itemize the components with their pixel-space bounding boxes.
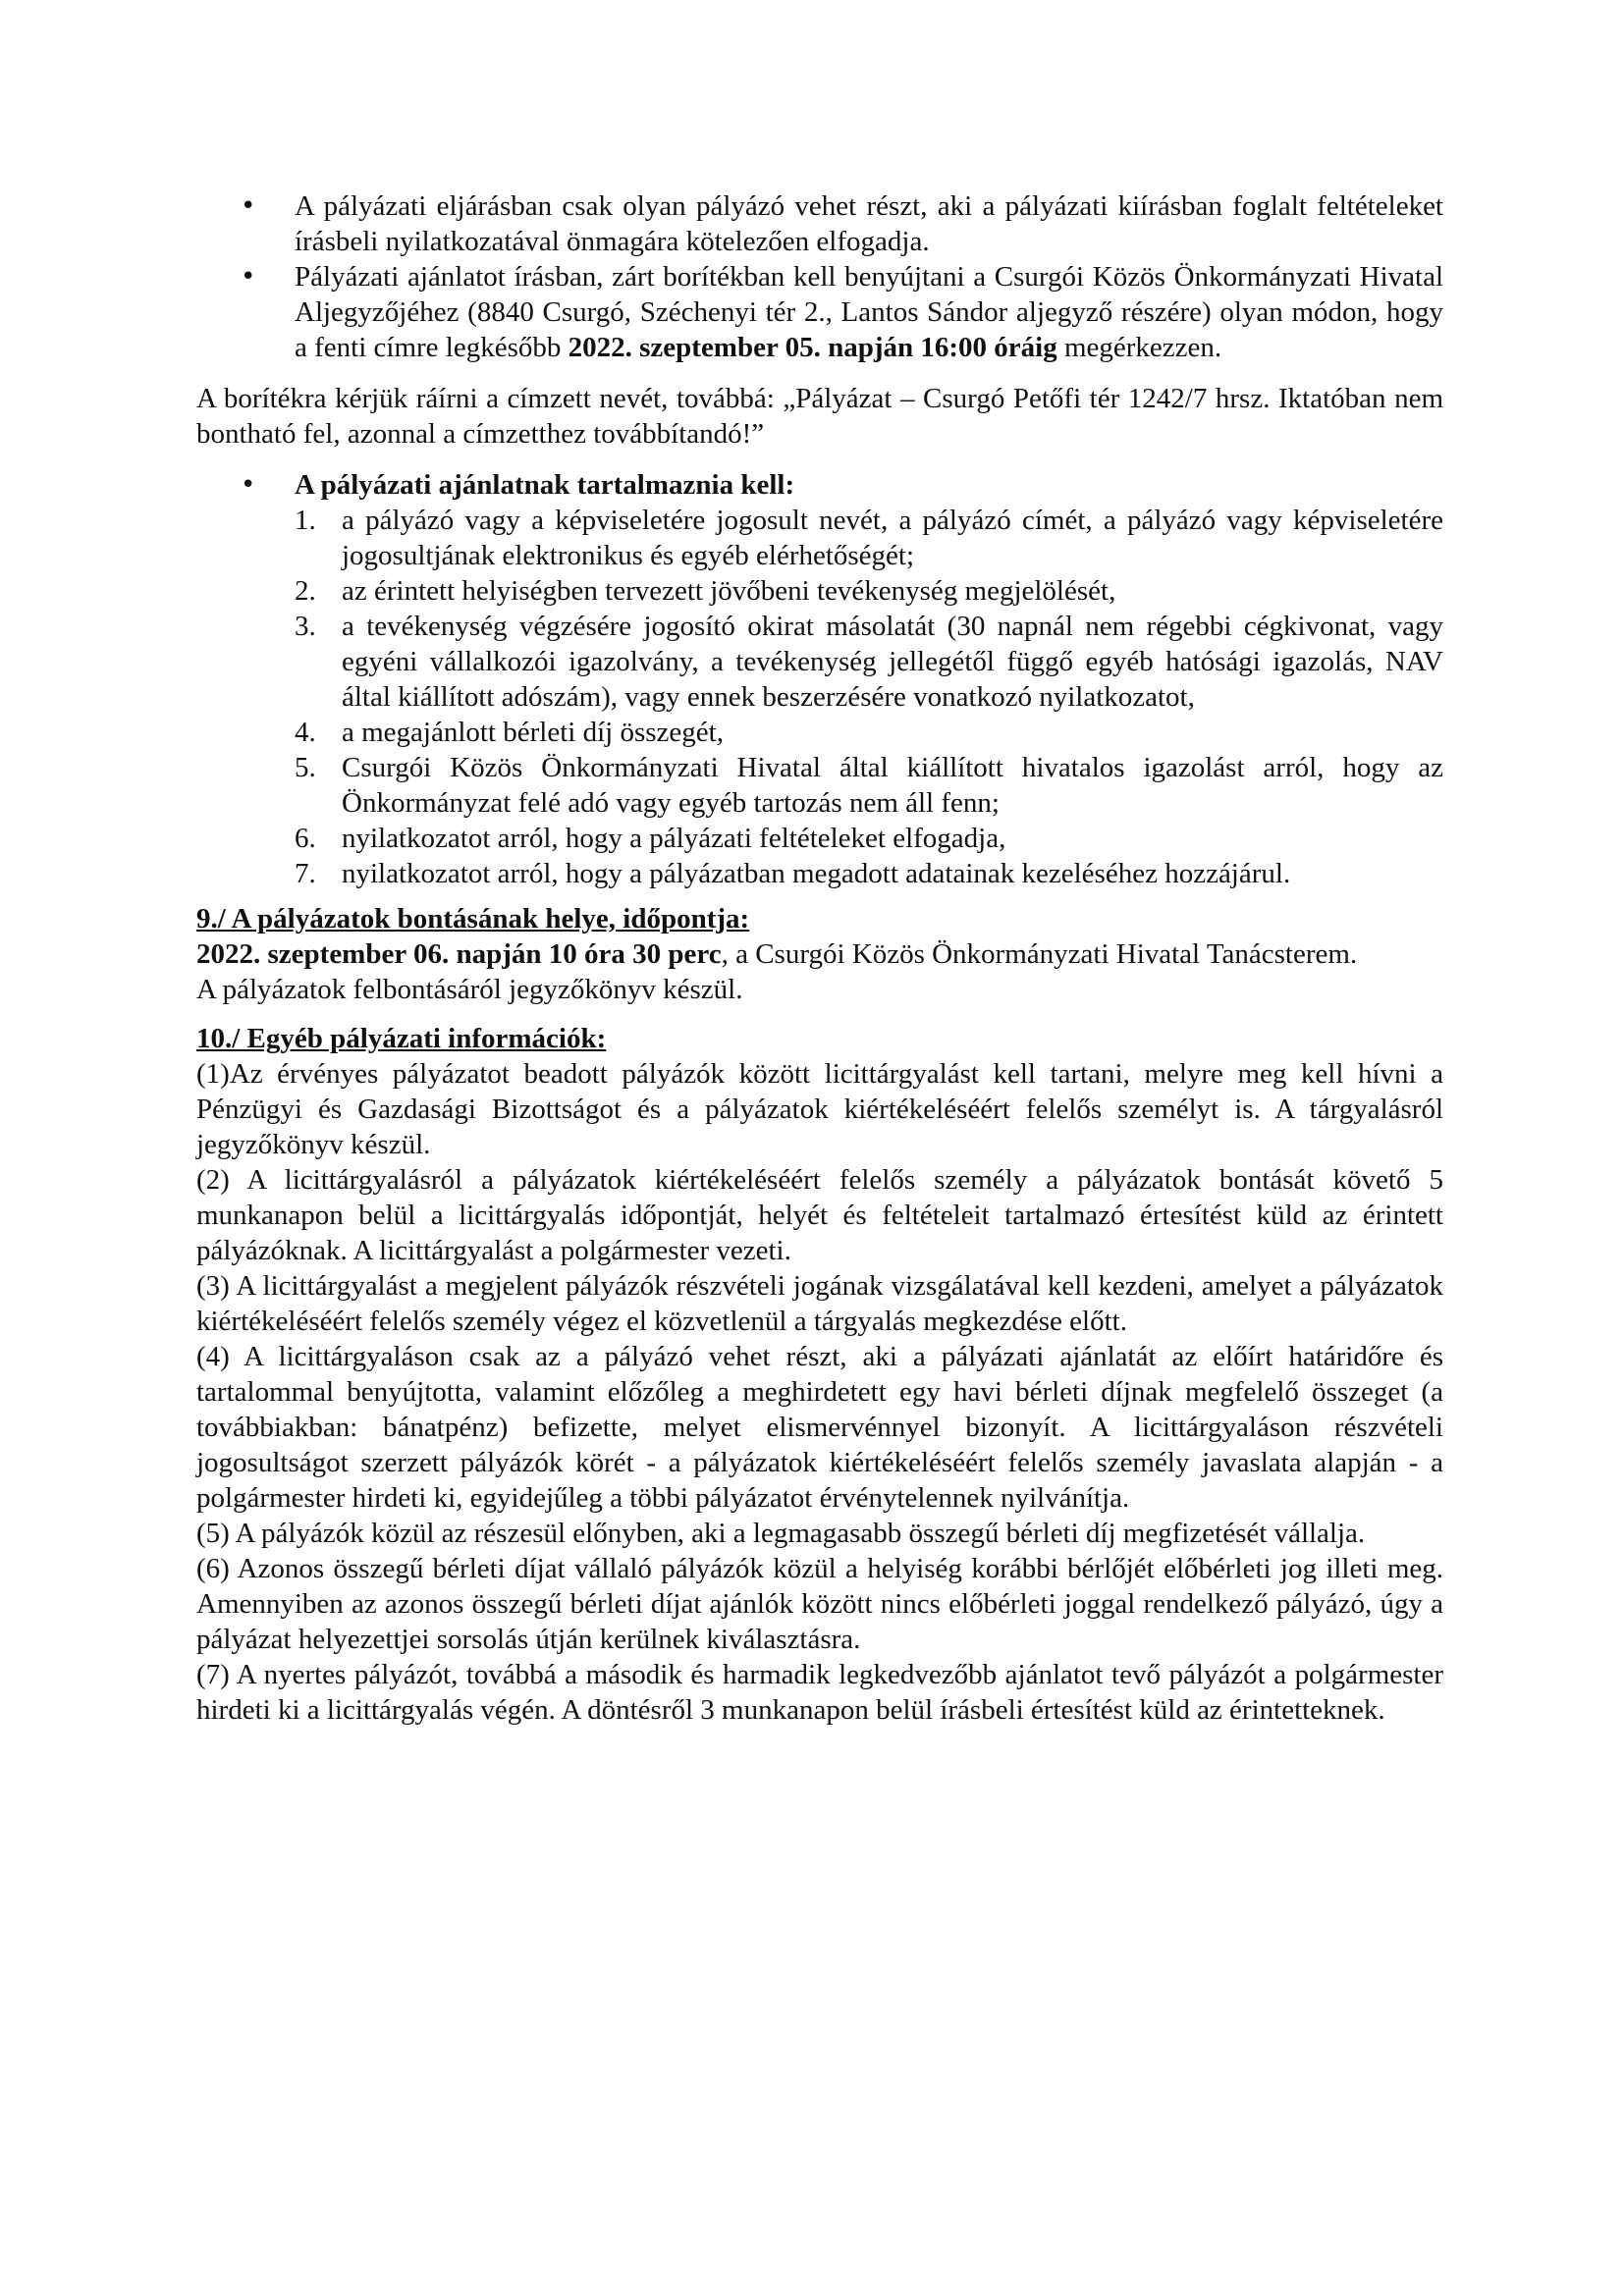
list-item-text: Csurgói Közös Önkormányzati Hivatal által kiállított hivatalos igazolást arról, hogy az Önkormányzat felé adó vagy egyéb tartozás nem áll fenn;	[342, 752, 1443, 819]
list-item-text: a pályázó vagy a képviseletére jogosult nevét, a pályázó címét, a pályázó vagy képviseletére jogosultjának elektronikus és egyéb elérhetőségét;	[342, 505, 1443, 571]
list-item	[295, 750, 1443, 821]
envelope-note: A borítékra kérjük ráírni a címzett nevét, továbbá: „Pályázat – Csurgó Petőfi tér 1242/7 hrsz. Iktatóban nem bontható fel, azonnal a címzetthez továbbítandó!”	[196, 383, 1443, 450]
bullet-text: • A pályázati eljárásban csak olyan pályázó vehet részt, aki a pályázati kiírásban foglalt feltételeket írásbeli nyilatkozatával önmagára kötelezően elfogadja.	[295, 190, 1443, 257]
deadline-bold: 2022. szeptember 05. napján 16:00 óráig	[568, 332, 1057, 363]
list-item	[295, 573, 1443, 609]
list-item-text: a megajánlott bérleti díj összegét,	[342, 717, 724, 748]
bullet-item	[196, 467, 1443, 891]
list-item	[295, 503, 1443, 573]
list-number: 1.	[295, 505, 316, 536]
section10-paragraph: (6) Azonos összegű bérleti díjat vállaló pályázók közül a helyiség korábbi bérlőjét előbérleti jog illeti meg. Amennyiben az azonos összegű bérleti díjat ajánlók között nincs előbérleti joggal rendelkező pályázó, úgy a pályázat helyezettjei sorsolás útján kerülnek kiválasztásra.	[196, 1553, 1443, 1655]
bullet-text-end: megérkezzen.	[1056, 332, 1222, 363]
section10-paragraph: (5) A pályázók közül az részesül előnyben, aki a legmagasabb összegű bérleti díj megfizetését vállalja.	[196, 1518, 1366, 1549]
section10-paragraph: (1)Az érvényes pályázatot beadott pályázók között licittárgyalást kell tartani, melyre meg kell hívni a Pénzügyi és Gazdasági Bizottságot és a pályázatok kiértékeléséért felelős személyt is. A tárgyalásról jegyzőkönyv készül.	[196, 1058, 1443, 1160]
list-item	[295, 821, 1443, 856]
bullet-text: Pályázati ajánlatot írásban, zárt borítékban kell benyújtani a Csurgói Közös Önkormányzati Hivatal Aljegyzőjéhez (8840 Csurgó, Széchenyi tér 2., Lantos Sándor aljegyző részére) olyan módon, hogy a fenti címre legkésőbb	[295, 261, 1443, 363]
list-item	[295, 856, 1443, 891]
list-number: 5.	[295, 752, 316, 783]
section10-heading: 10./ Egyéb pályázati információk:	[196, 1023, 607, 1054]
bullet-item	[196, 188, 1443, 259]
requirements-title: • A pályázati ajánlatnak tartalmaznia kell:	[295, 469, 795, 501]
bullet-item	[196, 259, 1443, 365]
section10-paragraph: (7) A nyertes pályázót, továbbá a második és harmadik legkedvezőbb ajánlatot tevő pályázót a polgármester hirdeti ki a licittárgyalás végén. A döntésről 3 munkanapon belül írásbeli értesítést küld az érintetteknek.	[196, 1659, 1443, 1726]
section9-date-rest: , a Csurgói Közös Önkormányzati Hivatal Tanácsterem.	[721, 938, 1358, 970]
list-item	[295, 715, 1443, 750]
requirements-bullet-list	[196, 467, 1443, 891]
section9-note: A pályázatok felbontásáról jegyzőkönyv készül.	[196, 974, 743, 1005]
list-number: 7.	[295, 858, 316, 889]
section9-heading: 9./ A pályázatok bontásának helye, időpontja:	[196, 903, 750, 934]
list-item-text: a tevékenység végzésére jogosító okirat másolatát (30 napnál nem régebbi cégkivonat, vagy egyéni vállalkozói igazolvány, a tevékenység jellegétől függő egyéb hatósági igazolás, NAV által kiállított adószám), vagy ennek beszerzésére vonatkozó nyilatkozatot,	[342, 611, 1443, 713]
list-number: 4.	[295, 717, 316, 748]
section9-date-bold: 2022. szeptember 06. napján 10 óra 30 perc	[196, 938, 722, 970]
section10-paragraph: (2) A licittárgyalásról a pályázatok kiértékeléséért felelős személy a pályázatok bontását követő 5 munkanapon belül a licittárgyalás időpontját, helyét és feltételeit tartalmazó értesítést küld az érintett pályázóknak. A licittárgyalást a polgármester vezeti.	[196, 1164, 1443, 1266]
list-number: 2.	[295, 575, 316, 607]
list-item-text: nyilatkozatot arról, hogy a pályázatban megadott adatainak kezeléséhez hozzájárul.	[342, 858, 1291, 889]
list-item	[295, 609, 1443, 715]
section10-paragraph: (4) A licittárgyaláson csak az a pályázó vehet részt, aki a pályázati ajánlatát az előírt határidőre és tartalommal benyújtotta, valamint előzőleg a meghirdetett egy havi bérleti díjnak megfelelő összeget (a továbbiakban: bánatpénz) befizette, melyet elismervénnyel bizonyít. A licittárgyaláson részvételi jogosultságot szerzett pályázók körét - a pályázatok kiértékeléséért felelős személy javaslata alapján - a polgármester hirdeti ki, egyidejűleg a többi pályázatot érvénytelennek nyilvánítja.	[196, 1341, 1443, 1514]
list-number: 6.	[295, 823, 316, 854]
section10-paragraph: (3) A licittárgyalást a megjelent pályázók részvételi jogának vizsgálatával kell kezdeni, amelyet a pályázatok kiértékeléséért felelős személy végez el közvetlenül a tárgyalás megkezdése előtt.	[196, 1270, 1443, 1337]
requirements-list	[295, 503, 1443, 891]
list-number: 3.	[295, 611, 316, 642]
bullet-text-deadline	[295, 259, 1443, 365]
document-page	[196, 188, 1443, 1728]
top-bullet-list	[196, 188, 1443, 365]
list-item-text: az érintett helyiségben tervezett jövőbeni tevékenység megjelölését,	[342, 575, 1116, 607]
section9-date	[196, 936, 1443, 972]
list-item-text: nyilatkozatot arról, hogy a pályázati feltételeket elfogadja,	[342, 823, 1006, 854]
